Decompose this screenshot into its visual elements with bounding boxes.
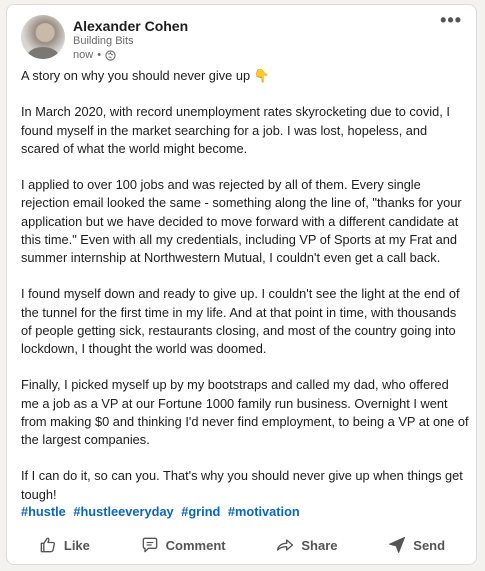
post-body bbox=[21, 67, 469, 522]
globe-icon bbox=[105, 50, 116, 61]
post-card bbox=[6, 4, 477, 565]
hashtag-list bbox=[21, 504, 304, 519]
more-options-icon[interactable]: ••• bbox=[440, 10, 462, 30]
meta-separator: • bbox=[97, 49, 102, 61]
like-button[interactable] bbox=[30, 531, 98, 559]
post-header bbox=[21, 10, 466, 63]
comment-label: Comment bbox=[165, 537, 226, 553]
author-name[interactable]: Alexander Cohen bbox=[73, 18, 189, 34]
post-paragraph: If I can do it, so can you. That's why you should never give up when things get tough! bbox=[21, 468, 463, 502]
comment-bubble-icon bbox=[140, 535, 160, 555]
post-meta bbox=[73, 49, 116, 61]
share-label: Share bbox=[301, 537, 338, 553]
share-arrow-icon bbox=[275, 535, 295, 555]
hashtag-link[interactable]: #grind bbox=[181, 504, 221, 519]
action-bar bbox=[13, 531, 470, 559]
post-paragraph: I applied to over 100 jobs and was rejected by all of them. Every single rejection email looked the same - something along the line of, "thanks for your application but we have decided to move forward with a different candidate at this time." Even with all my credentials, including VP of Sports at my Frat and summer internship at Northwestern Mutual, I couldn't even get a call back. bbox=[21, 177, 462, 265]
post-paragraph: I found myself down and ready to give up. I couldn't see the light at the end of the tunnel for the first time in my life. And at that point in time, with thousands of people getting sick, restaurants closing, and most of the country going into lockdown, I thought the world was doomed. bbox=[21, 286, 460, 356]
avatar-figure bbox=[27, 47, 59, 59]
share-button[interactable] bbox=[267, 531, 345, 559]
post-paragraph: A story on why you should never give up 👇 bbox=[21, 68, 270, 83]
comment-button[interactable] bbox=[132, 531, 234, 559]
send-label: Send bbox=[413, 537, 446, 553]
hashtag-link[interactable]: #hustleeveryday bbox=[73, 504, 174, 519]
send-button[interactable] bbox=[379, 531, 453, 559]
author-avatar[interactable] bbox=[21, 15, 65, 59]
hashtag-link[interactable]: #hustle bbox=[21, 504, 66, 519]
post-paragraph: Finally, I picked myself up by my bootstraps and called my dad, who offered me a job as a VP at our Fortune 1000 family run business. Overnight I went from making $0 and thinking I'd never find employment, to being a VP at one of the largest companies. bbox=[21, 377, 469, 447]
paper-plane-icon bbox=[387, 535, 407, 555]
like-label: Like bbox=[63, 537, 90, 553]
post-paragraph: In March 2020, with record unemployment rates skyrocketing due to covid, I found myself in the market searching for a job. I was lost, hopeless, and scared of what the world might become. bbox=[21, 104, 450, 156]
post-time: now bbox=[73, 49, 94, 61]
thumbs-up-icon bbox=[38, 535, 58, 555]
author-headline: Building Bits bbox=[73, 35, 134, 47]
hashtag-link[interactable]: #motivation bbox=[227, 504, 300, 519]
